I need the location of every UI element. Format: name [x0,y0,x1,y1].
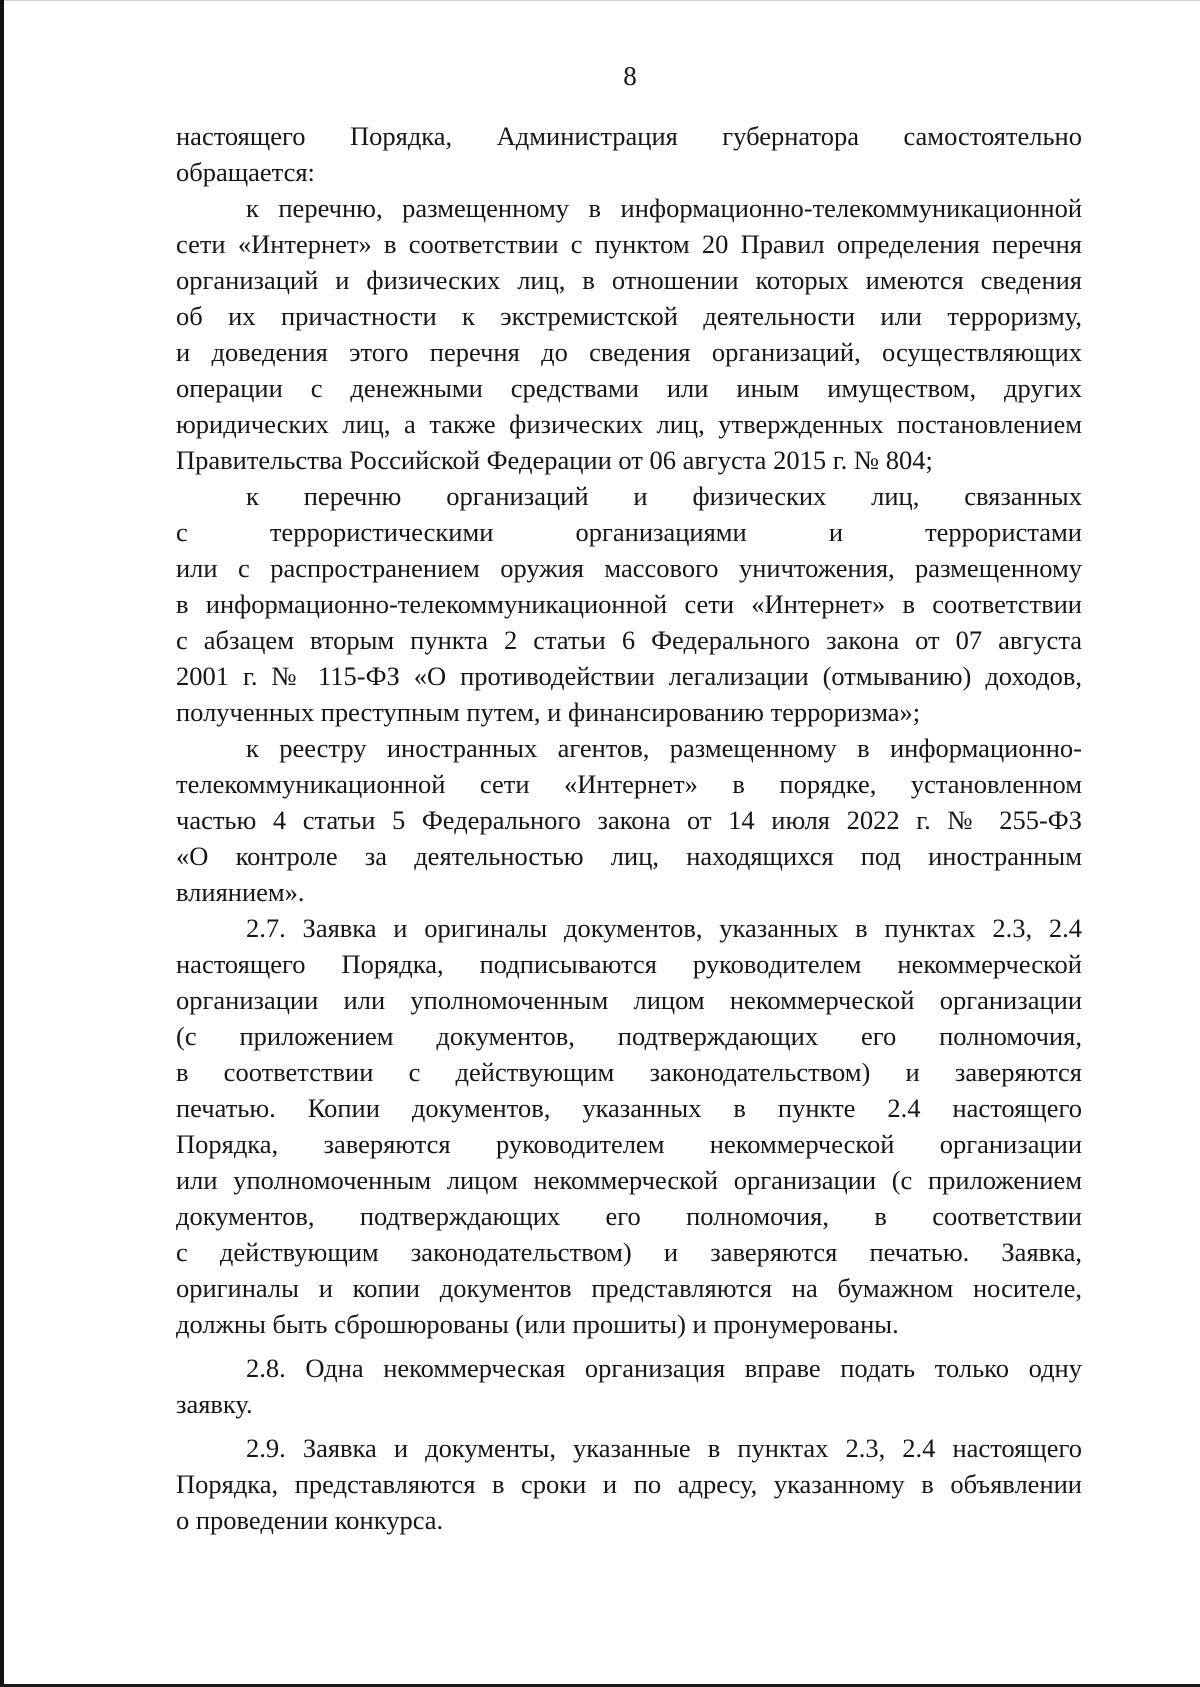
text-line: Порядка, представляются в сроки и по адресу, указанному в объявлении [176,1469,1082,1499]
text-line: и доведения этого перечня до сведения организаций, осуществляющих [176,337,1082,367]
scan-edge-left [0,0,4,1687]
page-number: 8 [623,61,637,91]
text-line: телекоммуникационной сети «Интернет» в порядке, установленном [176,769,1082,799]
text-line: об их причастности к экстремистской деятельности или терроризму, [176,301,1082,331]
text-line: обращается: [176,157,315,187]
text-line: печатью. Копии документов, указанных в пункте 2.4 настоящего [176,1093,1082,1123]
paragraph [176,118,1082,190]
paragraph [176,730,1082,910]
text-line: или с распространением оружия массового уничтожения, размещенному [176,553,1082,583]
text-line: частью 4 статьи 5 Федерального закона от 14 июля 2022 г. № 255-ФЗ [176,805,1082,835]
document-body [176,118,1082,1538]
text-line: Правительства Российской Федерации от 06 августа 2015 г. № 804; [176,445,933,475]
scan-edge-top [0,0,1200,1]
text-line: полученных преступным путем, и финансированию терроризма»; [176,697,921,727]
text-line: к перечню, размещенному в информационно-телекоммуникационной [246,193,1082,223]
text-line: операции с денежными средствами или иным имуществом, других [176,373,1082,403]
text-line: 2.7. Заявка и оригиналы документов, указанных в пунктах 2.3, 2.4 [246,913,1082,943]
text-line: с абзацем вторым пункта 2 статьи 6 Федерального закона от 07 августа [176,625,1082,655]
text-line: влиянием». [176,877,305,907]
paragraph-gap [176,1342,1082,1350]
text-line: 2001 г. № 115-ФЗ «О противодействии легализации (отмыванию) доходов, [176,661,1082,691]
text-line: 2.8. Одна некоммерческая организация вправе подать только одну [246,1353,1082,1383]
text-line: к реестру иностранных агентов, размещенному в информационно- [246,733,1082,763]
text-line: 2.9. Заявка и документы, указанные в пунктах 2.3, 2.4 настоящего [246,1433,1082,1463]
text-line: (с приложением документов, подтверждающих его полномочия, [176,1021,1082,1051]
text-line: документов, подтверждающих его полномочия, в соответствии [176,1201,1082,1231]
text-line: должны быть сброшюрованы (или прошиты) и пронумерованы. [176,1309,899,1339]
text-line: оригиналы и копии документов представляются на бумажном носителе, [176,1273,1082,1303]
text-line: с террористическими организациями и террористами [176,517,1082,547]
text-line: сети «Интернет» в соответствии с пунктом 20 Правил определения перечня [176,229,1082,259]
text-line: организаций и физических лиц, в отношении которых имеются сведения [176,265,1082,295]
paragraph [176,1430,1082,1538]
paragraph [176,190,1082,478]
text-line: с действующим законодательством) и заверяются печатью. Заявка, [176,1237,1082,1267]
text-line: в соответствии с действующим законодательством) и заверяются [176,1057,1082,1087]
text-line: о проведении конкурса. [176,1505,444,1535]
text-line: к перечню организаций и физических лиц, связанных [246,481,1082,511]
text-line: или уполномоченным лицом некоммерческой организации (с приложением [176,1165,1082,1195]
text-line: заявку. [176,1389,253,1419]
text-line: в информационно-телекоммуникационной сети «Интернет» в соответствии [176,589,1082,619]
text-line: Порядка, заверяются руководителем некоммерческой организации [176,1129,1082,1159]
paragraph [176,910,1082,1342]
text-line: юридических лиц, а также физических лиц, утвержденных постановлением [176,409,1082,439]
text-line: настоящего Порядка, Администрация губернатора самостоятельно [176,121,1082,151]
text-line: настоящего Порядка, подписываются руководителем некоммерческой [176,949,1082,979]
text-line: организации или уполномоченным лицом некоммерческой организации [176,985,1082,1015]
paragraph [176,478,1082,730]
paragraph-gap [176,1422,1082,1430]
paragraph [176,1350,1082,1422]
text-line: «О контроле за деятельностью лиц, находящихся под иностранным [176,841,1082,871]
